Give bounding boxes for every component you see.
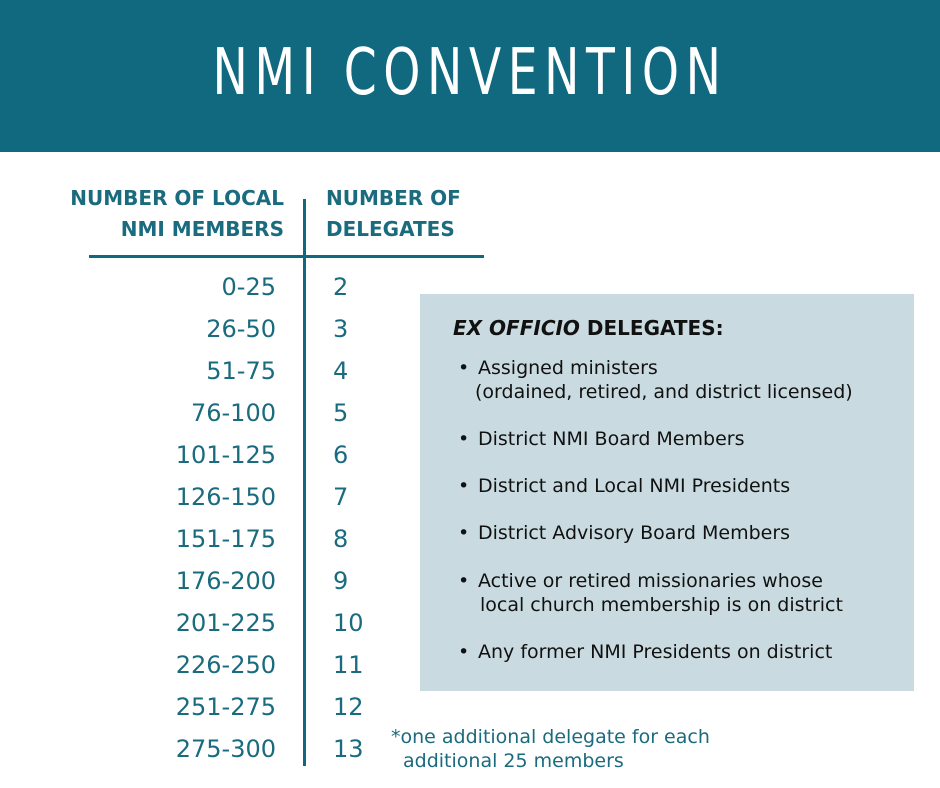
delegate-count-cell: 3 bbox=[333, 315, 349, 343]
ex-officio-item bbox=[458, 640, 832, 664]
page-title: NMI CONVENTION bbox=[212, 36, 728, 110]
delegates-column-header bbox=[326, 183, 526, 245]
members-range-cell: 226-250 bbox=[175, 651, 276, 679]
ex-officio-item bbox=[458, 474, 790, 498]
delegate-count-cell: 4 bbox=[333, 357, 349, 385]
members-range-cell: 26-50 bbox=[206, 315, 276, 343]
delegate-count-cell: 12 bbox=[333, 693, 364, 721]
delegate-count-cell: 5 bbox=[333, 399, 349, 427]
bullet-icon: • bbox=[458, 475, 470, 497]
delegate-count-cell: 10 bbox=[333, 609, 364, 637]
members-header-line1: NUMBER OF LOCAL bbox=[70, 186, 284, 210]
ex-officio-title bbox=[453, 316, 724, 340]
members-header-line2: NMI MEMBERS bbox=[120, 217, 284, 241]
ex-officio-item bbox=[458, 569, 843, 617]
delegates-header-line1: NUMBER OF bbox=[326, 186, 461, 210]
ex-officio-item bbox=[458, 356, 853, 404]
ex-officio-title-rest: DELEGATES: bbox=[579, 316, 724, 340]
ex-officio-title-italic: EX OFFICIO bbox=[453, 316, 580, 340]
footnote bbox=[391, 725, 710, 773]
ex-officio-item-line1: Active or retired missionaries whose bbox=[478, 570, 823, 592]
bullet-icon: • bbox=[458, 357, 470, 379]
members-range-cell: 126-150 bbox=[175, 483, 276, 511]
ex-officio-item-line1: Any former NMI Presidents on district bbox=[478, 641, 833, 663]
delegates-header-line2: DELEGATES bbox=[326, 217, 455, 241]
members-range-cell: 76-100 bbox=[190, 399, 276, 427]
members-range-cell: 176-200 bbox=[175, 567, 276, 595]
ex-officio-item-line1: District and Local NMI Presidents bbox=[478, 475, 791, 497]
ex-officio-item-line2: local church membership is on district bbox=[480, 594, 843, 616]
delegate-count-cell: 13 bbox=[333, 735, 364, 763]
table-column-divider bbox=[303, 199, 306, 766]
members-range-cell: 0-25 bbox=[221, 273, 276, 301]
members-range-cell: 275-300 bbox=[175, 735, 276, 763]
ex-officio-item bbox=[458, 427, 744, 451]
footnote-line2: additional 25 members bbox=[403, 750, 624, 772]
ex-officio-item-line1: District NMI Board Members bbox=[478, 428, 745, 450]
members-range-cell: 101-125 bbox=[175, 441, 276, 469]
ex-officio-item-line2: (ordained, retired, and district licensed) bbox=[475, 381, 853, 403]
bullet-icon: • bbox=[458, 570, 470, 592]
ex-officio-item-line1: District Advisory Board Members bbox=[478, 522, 791, 544]
members-range-cell: 251-275 bbox=[175, 693, 276, 721]
delegate-count-cell: 8 bbox=[333, 525, 349, 553]
bullet-icon: • bbox=[458, 522, 470, 544]
members-range-cell: 151-175 bbox=[175, 525, 276, 553]
table-header-divider bbox=[89, 255, 484, 258]
ex-officio-item-line1: Assigned ministers bbox=[478, 357, 658, 379]
bullet-icon: • bbox=[458, 641, 470, 663]
delegate-count-cell: 9 bbox=[333, 567, 349, 595]
members-column-header bbox=[0, 183, 284, 245]
delegate-count-cell: 6 bbox=[333, 441, 349, 469]
delegate-count-cell: 2 bbox=[333, 273, 349, 301]
delegate-count-cell: 11 bbox=[333, 651, 364, 679]
footnote-line1: *one additional delegate for each bbox=[391, 726, 710, 748]
bullet-icon: • bbox=[458, 428, 470, 450]
ex-officio-item bbox=[458, 521, 790, 545]
members-range-cell: 51-75 bbox=[206, 357, 276, 385]
delegate-count-cell: 7 bbox=[333, 483, 349, 511]
members-range-cell: 201-225 bbox=[175, 609, 276, 637]
